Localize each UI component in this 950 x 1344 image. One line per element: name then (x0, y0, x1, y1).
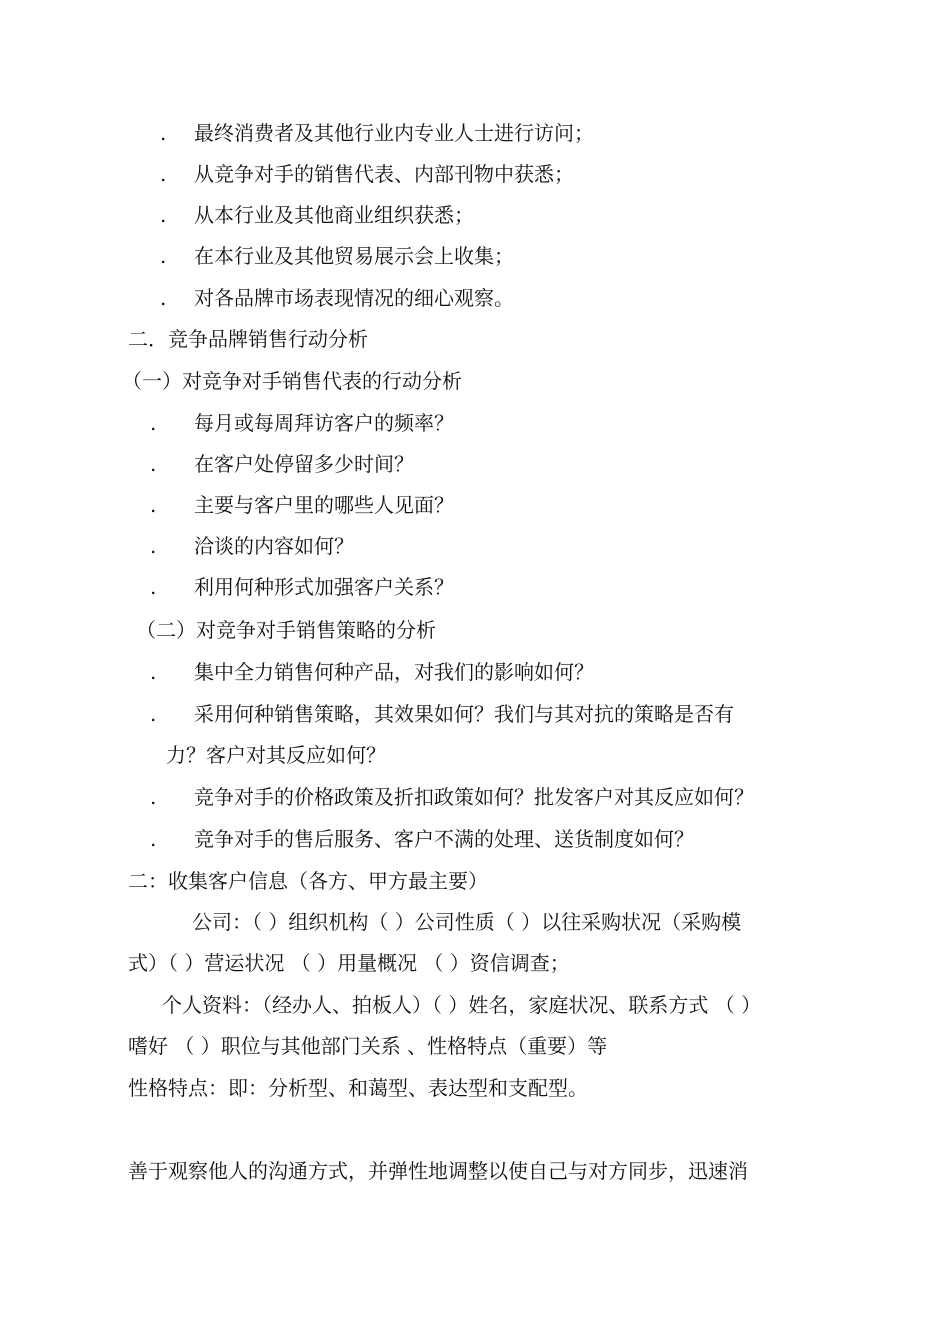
source-item: 从竞争对手的销售代表、内部刊物中获悉； (194, 162, 574, 186)
bullet-marker: . (160, 121, 167, 145)
section-heading: 二：收集客户信息（各方、甲方最主要） (128, 869, 488, 893)
list-item: 利用何种形式加强客户关系？ (194, 575, 454, 599)
list-item: 主要与客户里的哪些人见面？ (194, 493, 454, 517)
source-item: 对各品牌市场表现情况的细心观察。 (194, 286, 514, 310)
bullet-marker: . (150, 827, 157, 851)
source-item: 最终消费者及其他行业内专业人士进行访问； (194, 121, 594, 145)
bullet-marker: . (150, 452, 157, 476)
source-item: 从本行业及其他商业组织获悉； (194, 203, 474, 227)
section-heading: 二．竞争品牌销售行动分析 (128, 327, 368, 351)
list-item: 采用何种销售策略，其效果如何？我们与其对抗的策略是否有 (194, 702, 734, 726)
bullet-marker: . (160, 286, 167, 310)
list-item: 在客户处停留多少时间？ (194, 452, 414, 476)
bullet-marker: . (150, 493, 157, 517)
personal-info-line: 嗜好 （ ）职位与其他部门关系 、性格特点（重要）等 (128, 1034, 608, 1058)
personal-info-line: 个人资料：（经办人、拍板人）（ ）姓名，家庭状况、联系方式 （ ） (162, 993, 762, 1017)
bullet-marker: . (150, 785, 157, 809)
list-item: 洽谈的内容如何？ (194, 534, 354, 558)
subsection-heading: （一）对竞争对手销售代表的行动分析 (122, 369, 462, 393)
bullet-marker: . (150, 575, 157, 599)
bullet-marker: . (160, 244, 167, 268)
subsection-heading: （二）对竞争对手销售策略的分析 (136, 618, 436, 642)
list-item: 竞争对手的价格政策及折扣政策如何？批发客户对其反应如何？ (194, 785, 754, 809)
bullet-marker: . (160, 203, 167, 227)
list-item: 竞争对手的售后服务、客户不满的处理、送货制度如何？ (194, 827, 694, 851)
bullet-marker: . (150, 702, 157, 726)
bullet-marker: . (150, 411, 157, 435)
list-item-continuation: 力？客户对其反应如何？ (166, 743, 386, 767)
bullet-marker: . (160, 162, 167, 186)
body-paragraph: 善于观察他人的沟通方式，并弹性地调整以使自己与对方同步，迅速消 (128, 1159, 748, 1183)
company-info-line: 公司：（ ）组织机构（ ）公司性质（ ）以往采购状况（采购模 (192, 910, 742, 934)
company-info-line: 式）（ ）营运状况 （ ）用量概况 （ ）资信调查； (128, 951, 570, 975)
personality-line: 性格特点：即：分析型、和蔼型、表达型和支配型。 (128, 1076, 588, 1100)
list-item: 集中全力销售何种产品，对我们的影响如何？ (194, 660, 594, 684)
bullet-marker: . (150, 660, 157, 684)
list-item: 每月或每周拜访客户的频率？ (194, 411, 454, 435)
bullet-marker: . (150, 534, 157, 558)
source-item: 在本行业及其他贸易展示会上收集； (194, 244, 514, 268)
